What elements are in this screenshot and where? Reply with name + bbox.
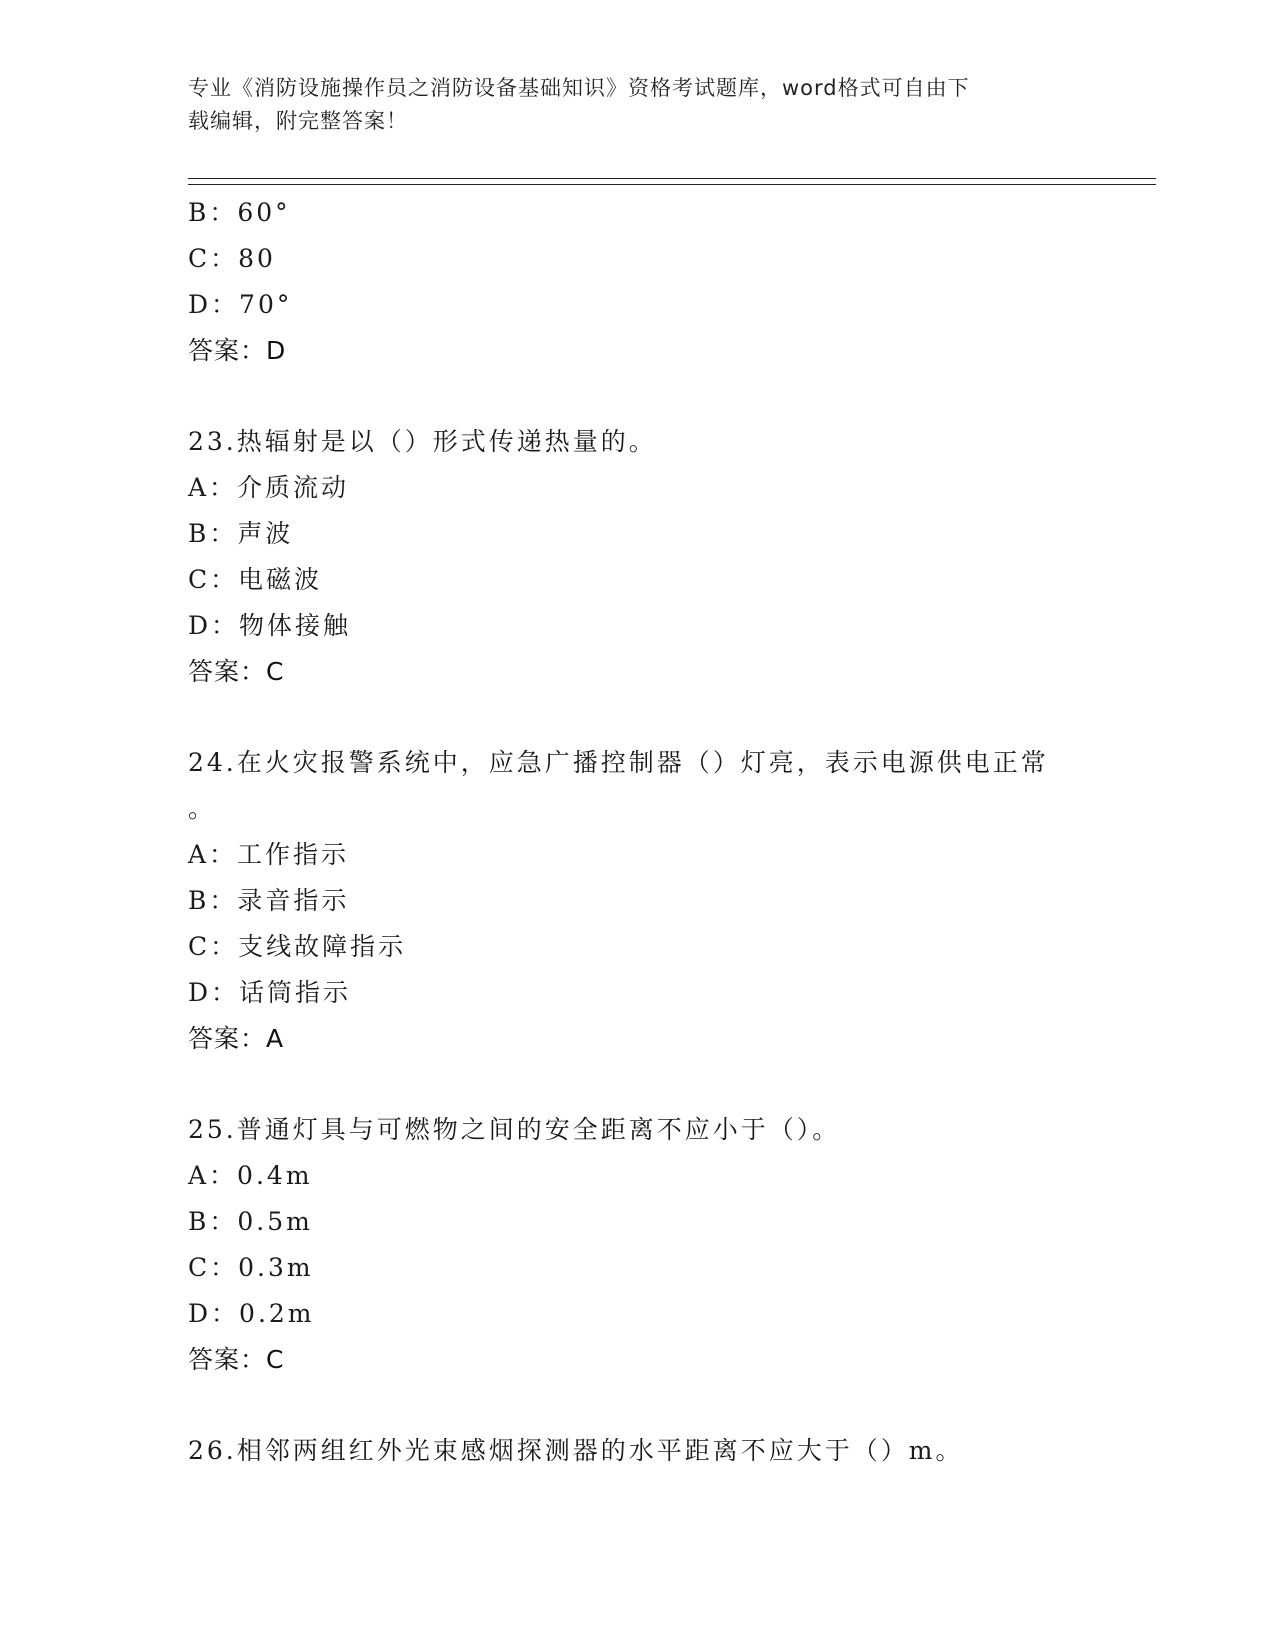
question-23: [188, 419, 1088, 695]
option-d: D：70°: [188, 290, 293, 319]
answer: 答案：C: [188, 1345, 285, 1374]
option-d: D：物体接触: [188, 611, 352, 640]
option-b: B：0.5m: [188, 1207, 313, 1236]
question-stem: 24.在火灾报警系统中，应急广播控制器（）灯亮，表示电源供电正常: [188, 748, 1049, 777]
option-a: A：介质流动: [188, 473, 350, 502]
option-d: D：话筒指示: [188, 978, 352, 1007]
option-a: A：0.4m: [188, 1161, 313, 1190]
question-26: [188, 1428, 1088, 1474]
option-b: B：声波: [188, 519, 294, 548]
question-24: [188, 740, 1088, 1062]
question-stem: 23.热辐射是以（）形式传递热量的。: [188, 427, 657, 456]
question-25: [188, 1107, 1088, 1383]
option-c: C：80: [188, 244, 276, 273]
header-double-rule: [188, 178, 1156, 185]
answer: 答案：A: [188, 1024, 285, 1053]
option-a: A：工作指示: [188, 840, 350, 869]
header-line-1: 专业《消防设施操作员之消防设备基础知识》资格考试题库，word格式可自由下: [188, 76, 970, 100]
option-c: C：支线故障指示: [188, 932, 407, 961]
question-stem: 25.普通灯具与可燃物之间的安全距离不应小于（）。: [188, 1115, 841, 1144]
header-line-2: 载编辑，附完整答案！: [188, 109, 408, 133]
option-b: B：60°: [188, 198, 291, 227]
option-c: C：电磁波: [188, 565, 323, 594]
answer: 答案：D: [188, 336, 287, 365]
page-header: [188, 72, 1088, 138]
question-list: [188, 190, 1088, 1474]
option-c: C：0.3m: [188, 1253, 314, 1282]
option-d: D：0.2m: [188, 1299, 315, 1328]
question-stem: 26.相邻两组红外光束感烟探测器的水平距离不应大于（）m。: [188, 1436, 964, 1465]
answer: 答案：C: [188, 657, 285, 686]
question-stem-continuation: 。: [188, 794, 217, 823]
question-22-tail: [188, 190, 1088, 374]
option-b: B：录音指示: [188, 886, 350, 915]
